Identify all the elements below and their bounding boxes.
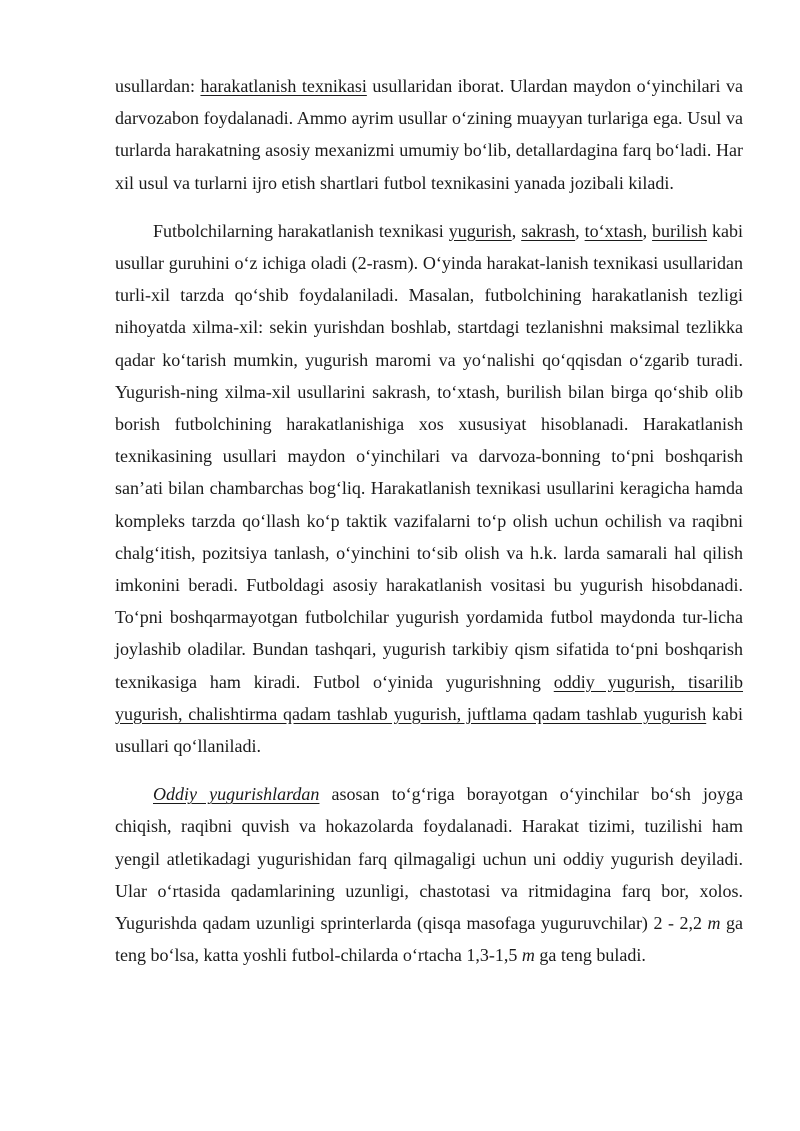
- underlined-italic-term: Oddiy yugurishlardan: [153, 784, 320, 805]
- text: asosan to‘g‘riga borayotgan o‘yinchilar bo‘sh joyga chiqish, raqibni quvish va hokazolarda foydalanadi. Harakat tizimi, tuzilishi ham yengil atletikadagi yugurishidan farq qilmagaligi uchun uni oddiy yugurish deyiladi. Ular o‘rtasida qadamlarining uzunligi, chastotasi va ritmidagina farq bor, xolos. Yugurishda qadam uzunligi sprinterlarda (qisqa masofaga yuguruvchilar) 2 - 2,2: [115, 784, 743, 934]
- text: usullaridan iborat. Ulardan maydon o‘yinchilari va darvozabon foydalanadi. Ammo ayrim usullar o‘zining muayyan turlariga ega. Usul va turlarda harakatning asosiy mexanizmi umumiy bo‘lib, detallardagina farq bo‘ladi. Har xil usul va turlarni ijro etish shartlari futbol texnikasini yanada jozibali kiladi.: [115, 76, 744, 193]
- document-page: [115, 70, 743, 971]
- text: Futbolchilarning harakatlanish texnikasi: [153, 220, 449, 241]
- text: kabi usullar guruhini o‘z ichiga oladi (2-rasm). O‘yinda harakat-lanish texnikasi usullaridan turli-xil tarzda qo‘shib foydalaniladi. Masalan, futbolchining harakatlanish tezligi nihoyatda xilma-xil: sekin yurishdan boshlab, startdagi tezlanishni maksimal tezlikka qadar ko‘tarish mumkin, yugurish maromi va yo‘nalishi qo‘qqisdan o‘zgarib turadi. Yugurish-ning xilma-xil usullarini sakrash, to‘xtash, burilish bilan birga qo‘shib olib borish futbolchining harakatlanishiga xos xususiyat hisoblanadi. Harakatlanish texnikasining usullari maydon o‘yinchilari va darvoza-bonning to‘pni boshqarish san’ati bilan chambarchas bog‘liq. Harakatlanish texnikasi usullarini keragicha hamda kompleks tarzda qo‘llash ko‘p taktik vazifalarni to‘p olish uchun ochilish va raqibni chalg‘itish, pozitsiya tanlash, o‘yinchini to‘sib olish va h.k. larda samarali hal qilish imkonini beradi. Futboldagi asosiy harakatlanish vositasi bu yugurish hisobdanadi. To‘pni boshqarmayotgan futbolchilar yugurish yordamida futbol maydonda tur-licha joylashib oladilar. Bundan tashqari, yugurish tarkibiy qism sifatida to‘pni boshqarish texnikasiga ham kiradi. Futbol o‘yinida yugurishning: [115, 220, 743, 692]
- text: usullardan:: [115, 76, 201, 96]
- underlined-term: harakatlanish texnikasi: [200, 76, 367, 96]
- underlined-term: yugurish: [448, 220, 512, 241]
- underlined-term: sakrash: [521, 220, 576, 241]
- separator: ,: [511, 220, 522, 241]
- text: kabi usullari qo‘llaniladi.: [115, 703, 743, 757]
- separator: ,: [642, 220, 653, 241]
- text: ga teng bo‘lsa, katta yoshli futbol-chilarda o‘rtacha 1,3-1,5: [115, 913, 743, 966]
- paragraph-3: [115, 778, 743, 971]
- text: ga teng buladi.: [534, 945, 646, 966]
- unit: m: [521, 945, 535, 966]
- underlined-term: oddiy yugurish, tisarilib yugurish, chalishtirma qadam tashlab yugurish, juftlama qadam tashlab yugurish: [115, 671, 744, 724]
- unit: m: [707, 913, 721, 934]
- paragraph-1: [115, 70, 743, 199]
- separator: ,: [575, 220, 585, 241]
- paragraph-2: [115, 215, 743, 762]
- underlined-term: to‘xtash: [584, 220, 643, 241]
- underlined-term: burilish: [652, 220, 708, 241]
